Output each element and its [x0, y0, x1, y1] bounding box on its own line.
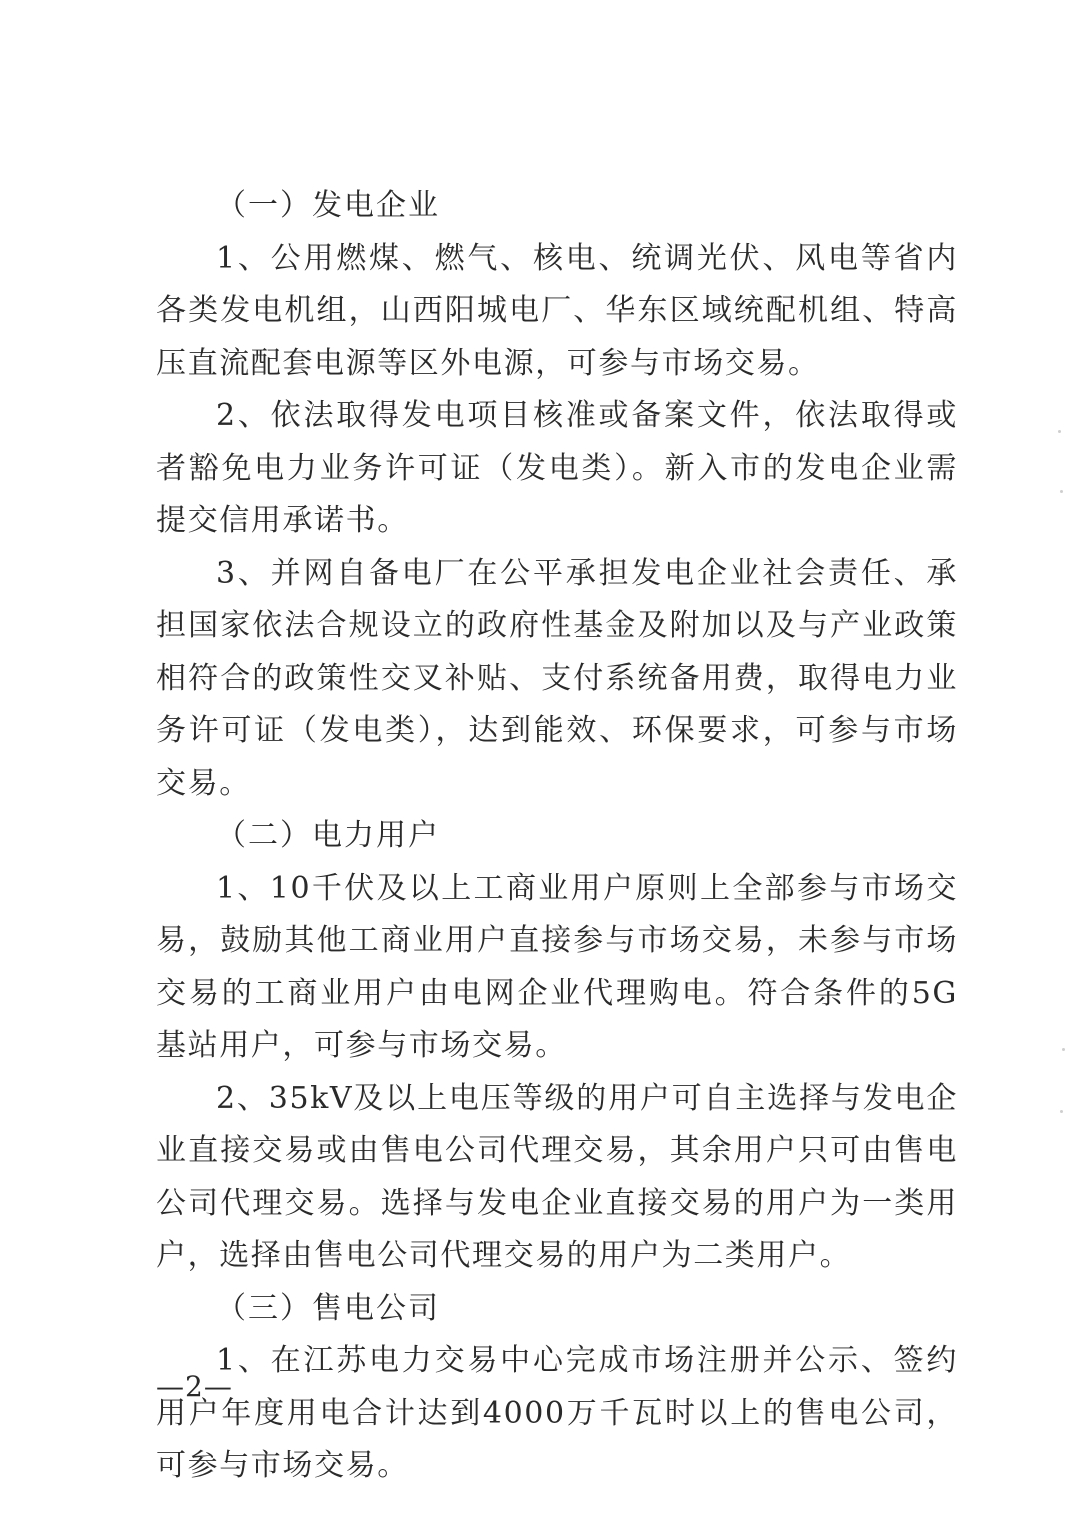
paragraph: 1、10千伏及以上工商业用户原则上全部参与市场交易，鼓励其他工商业用户直接参与市场交易，未参与市场交易的工商业用户由电网企业代理购电。符合条件的5G基站用户，可参与市场交易。 — [156, 870, 958, 1063]
section-retail-companies — [156, 1283, 958, 1493]
scan-speck — [1060, 490, 1063, 493]
section-heading: （二）电力用户 — [216, 818, 440, 853]
paragraph: 1、公用燃煤、燃气、核电、统调光伏、风电等省内各类发电机组，山西阳城电厂、华东区域统配机组、特高压直流配套电源等区外电源，可参与市场交易。 — [156, 240, 958, 381]
scan-speck — [1058, 430, 1061, 433]
paragraph: 1、在江苏电力交易中心完成市场注册并公示、签约用户年度用电合计达到4000万千瓦时以上的售电公司，可参与市场交易。 — [156, 1343, 958, 1483]
section-power-users — [156, 810, 958, 1283]
section-heading: （一）发电企业 — [216, 188, 440, 223]
paragraph: 2、35kV及以上电压等级的用户可自主选择与发电企业直接交易或由售电公司代理交易，其余用户只可由售电公司代理交易。选择与发电企业直接交易的用户为一类用户，选择由售电公司代理交易的用户为二类用户。 — [156, 1080, 958, 1273]
page-number: —2— — [156, 1370, 233, 1403]
document-body — [156, 180, 958, 1493]
scan-speck — [1060, 1110, 1063, 1113]
paragraph: 3、并网自备电厂在公平承担发电企业社会责任、承担国家依法合规设立的政府性基金及附加以及与产业政策相符合的政策性交叉补贴、支付系统备用费，取得电力业务许可证（发电类），达到能效、环保要求，可参与市场交易。 — [156, 555, 958, 801]
scan-speck — [1062, 1048, 1065, 1051]
section-power-generation — [156, 180, 958, 810]
section-heading: （三）售电公司 — [216, 1290, 440, 1326]
paragraph: 2、依法取得发电项目核准或备案文件，依法取得或者豁免电力业务许可证（发电类）。新入市的发电企业需提交信用承诺书。 — [156, 398, 958, 538]
